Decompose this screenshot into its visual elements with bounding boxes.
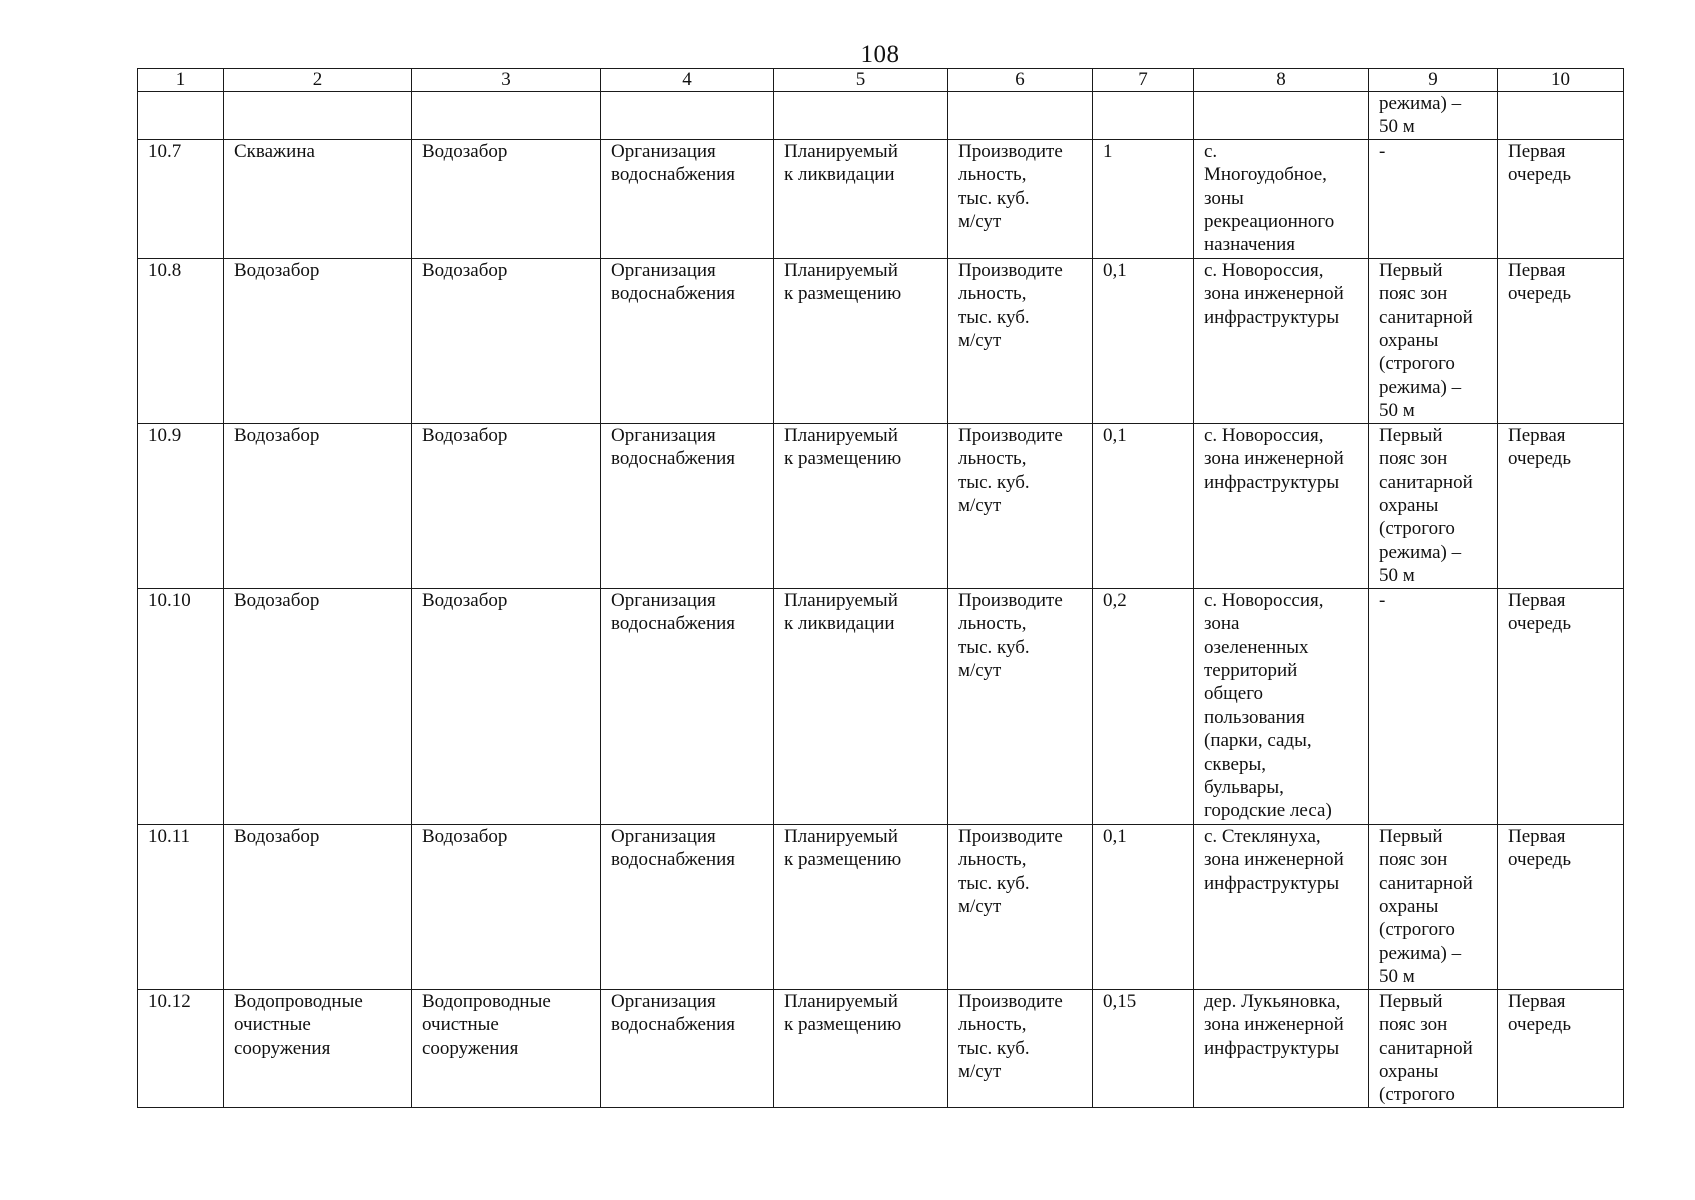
col-object-name-cell: Водозабор xyxy=(412,423,601,588)
col-status-cell: Планируемый к ликвидации xyxy=(774,588,948,824)
col-location-cell: дер. Лукьяновка, зона инженерной инфраструктуры xyxy=(1194,989,1369,1107)
header-cell-5: 5 xyxy=(774,69,948,92)
col-value-cell: 0,1 xyxy=(1093,824,1194,989)
col-number-cell: 10.7 xyxy=(138,139,224,258)
col-priority-cell: Первая очередь xyxy=(1498,423,1624,588)
col-parameter-cell: Производите льность, тыс. куб. м/сут xyxy=(948,824,1093,989)
col-zone-cell: - xyxy=(1369,588,1498,824)
header-cell-8: 8 xyxy=(1194,69,1369,92)
col-object-name-cell: Водозабор xyxy=(412,258,601,423)
col-value-cell: 0,2 xyxy=(1093,588,1194,824)
table-row xyxy=(138,258,1624,423)
col-number-cell xyxy=(138,92,224,140)
col-purpose-cell: Организация водоснабжения xyxy=(601,258,774,423)
col-priority-cell xyxy=(1498,92,1624,140)
col-status-cell: Планируемый к размещению xyxy=(774,258,948,423)
col-object-type-cell: Водозабор xyxy=(224,258,412,423)
table-row xyxy=(138,139,1624,258)
col-object-name-cell: Водозабор xyxy=(412,139,601,258)
col-location-cell: с. Новороссия, зона озелененных территорий общего пользования (парки, сады, скверы, бульвары, городские леса) xyxy=(1194,588,1369,824)
col-value-cell xyxy=(1093,92,1194,140)
col-number-cell: 10.9 xyxy=(138,423,224,588)
col-object-type-cell: Скважина xyxy=(224,139,412,258)
col-priority-cell: Первая очередь xyxy=(1498,588,1624,824)
col-zone-cell: Первый пояс зон санитарной охраны (строгого режима) – 50 м xyxy=(1369,258,1498,423)
col-priority-cell: Первая очередь xyxy=(1498,989,1624,1107)
col-purpose-cell: Организация водоснабжения xyxy=(601,139,774,258)
col-priority-cell: Первая очередь xyxy=(1498,258,1624,423)
col-status-cell: Планируемый к размещению xyxy=(774,423,948,588)
col-object-type-cell: Водозабор xyxy=(224,588,412,824)
table-body xyxy=(138,69,1624,1108)
col-status-cell: Планируемый к размещению xyxy=(774,989,948,1107)
table-row xyxy=(138,588,1624,824)
col-location-cell: с. Новороссия, зона инженерной инфраструктуры xyxy=(1194,423,1369,588)
col-object-name-cell: Водозабор xyxy=(412,824,601,989)
table-row xyxy=(138,423,1624,588)
col-status-cell: Планируемый к ликвидации xyxy=(774,139,948,258)
col-object-type-cell: Водопроводные очистные сооружения xyxy=(224,989,412,1107)
col-value-cell: 1 xyxy=(1093,139,1194,258)
col-object-type-cell: Водозабор xyxy=(224,824,412,989)
col-priority-cell: Первая очередь xyxy=(1498,824,1624,989)
col-zone-cell: Первый пояс зон санитарной охраны (строгого режима) – 50 м xyxy=(1369,423,1498,588)
col-parameter-cell: Производите льность, тыс. куб. м/сут xyxy=(948,588,1093,824)
header-cell-7: 7 xyxy=(1093,69,1194,92)
col-object-type-cell xyxy=(224,92,412,140)
col-location-cell: с. Новороссия, зона инженерной инфраструктуры xyxy=(1194,258,1369,423)
col-status-cell: Планируемый к размещению xyxy=(774,824,948,989)
header-cell-9: 9 xyxy=(1369,69,1498,92)
col-zone-cell: Первый пояс зон санитарной охраны (строгого режима) – 50 м xyxy=(1369,824,1498,989)
col-parameter-cell: Производите льность, тыс. куб. м/сут xyxy=(948,989,1093,1107)
header-cell-6: 6 xyxy=(948,69,1093,92)
col-number-cell: 10.10 xyxy=(138,588,224,824)
col-purpose-cell: Организация водоснабжения xyxy=(601,423,774,588)
col-purpose-cell xyxy=(601,92,774,140)
table-header-row xyxy=(138,69,1624,92)
col-location-cell: с. Многоудобное, зоны рекреационного назначения xyxy=(1194,139,1369,258)
col-location-cell xyxy=(1194,92,1369,140)
table-row xyxy=(138,989,1624,1107)
table-row xyxy=(138,92,1624,140)
col-number-cell: 10.8 xyxy=(138,258,224,423)
col-value-cell: 0,15 xyxy=(1093,989,1194,1107)
header-cell-2: 2 xyxy=(224,69,412,92)
col-status-cell xyxy=(774,92,948,140)
col-object-name-cell: Водопроводные очистные сооружения xyxy=(412,989,601,1107)
header-cell-3: 3 xyxy=(412,69,601,92)
col-object-name-cell: Водозабор xyxy=(412,588,601,824)
col-object-name-cell xyxy=(412,92,601,140)
header-cell-1: 1 xyxy=(138,69,224,92)
col-parameter-cell: Производите льность, тыс. куб. м/сут xyxy=(948,139,1093,258)
header-cell-4: 4 xyxy=(601,69,774,92)
col-purpose-cell: Организация водоснабжения xyxy=(601,824,774,989)
col-number-cell: 10.11 xyxy=(138,824,224,989)
col-priority-cell: Первая очередь xyxy=(1498,139,1624,258)
header-cell-10: 10 xyxy=(1498,69,1624,92)
col-location-cell: с. Стеклянуха, зона инженерной инфраструктуры xyxy=(1194,824,1369,989)
col-parameter-cell xyxy=(948,92,1093,140)
col-zone-cell: - xyxy=(1369,139,1498,258)
page-number: 108 xyxy=(860,41,900,68)
col-purpose-cell: Организация водоснабжения xyxy=(601,588,774,824)
col-value-cell: 0,1 xyxy=(1093,423,1194,588)
col-zone-cell: режима) – 50 м xyxy=(1369,92,1498,140)
col-zone-cell: Первый пояс зон санитарной охраны (строгого xyxy=(1369,989,1498,1107)
data-table xyxy=(137,68,1624,1108)
col-purpose-cell: Организация водоснабжения xyxy=(601,989,774,1107)
col-parameter-cell: Производите льность, тыс. куб. м/сут xyxy=(948,258,1093,423)
col-value-cell: 0,1 xyxy=(1093,258,1194,423)
col-parameter-cell: Производите льность, тыс. куб. м/сут xyxy=(948,423,1093,588)
col-number-cell: 10.12 xyxy=(138,989,224,1107)
table-row xyxy=(138,824,1624,989)
col-object-type-cell: Водозабор xyxy=(224,423,412,588)
